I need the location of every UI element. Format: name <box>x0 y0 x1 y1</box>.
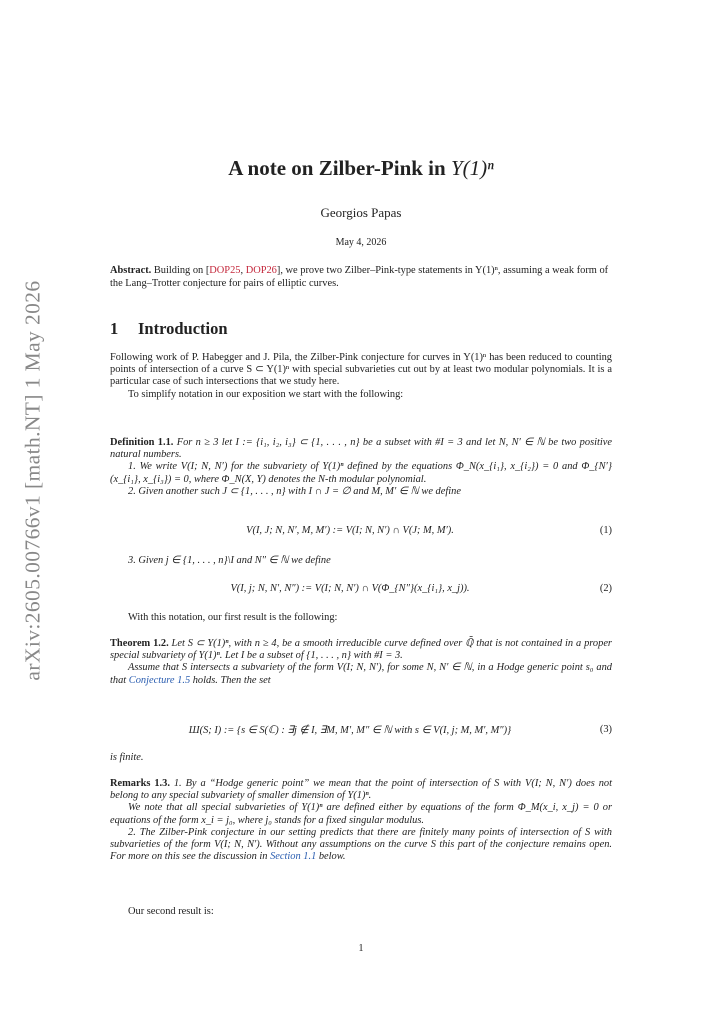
section-heading: 1 Introduction <box>110 319 228 338</box>
definition-item-3: 3. Given j ∈ {1, . . . , n}\I and N″ ∈ ℕ we define <box>128 555 331 566</box>
author: Georgios Papas <box>320 205 402 220</box>
transition-text: With this notation, our first result is the following: <box>128 612 338 623</box>
theorem-block: Theorem 1.2. Let S ⊂ Y(1)ⁿ, with n ≥ 4, be a smooth irreducible curve defined over ℚ̄ that is not contained in a proper special subvariety of Y(1)ⁿ. Let I be a subset of {1, . . . , n} with #I = 3. Assume that S intersects a subvariety of the form V(I; N, N′), for some N, N′ ∈ ℕ, in a Hodge generic point s₀ and that Conjecture 1.5 holds. Then the set <box>110 638 612 686</box>
citation-link[interactable]: DOP26 <box>245 265 277 276</box>
citation-link[interactable]: DOP25 <box>209 265 241 276</box>
intro-text: Following work of P. Habegger and J. Pila, the Zilber-Pink conjecture for curves in Y(1)ⁿ has been reduced to counting points of intersection of a curve S ⊂ Y(1)ⁿ with special subvarieties cut out by at least two modular polynomials. It is a particular case of such intersections that we study here. To simplify notation in our exposition we start with the following: <box>110 352 612 400</box>
theorem-conclusion: is finite. <box>110 752 144 763</box>
conjecture-link[interactable]: Conjecture 1.5 <box>128 674 191 686</box>
date: May 4, 2026 <box>335 237 387 248</box>
abstract: Abstract. Building on [DOP25, DOP26], we prove two Zilber–Pink-type statements in Y(1)ⁿ, assuming a weak form of the Lang–Trotter conjecture for pairs of elliptic curves. <box>110 265 609 289</box>
second-result-text: Our second result is: <box>128 906 214 917</box>
remarks-block: Remarks 1.3. 1. By a “Hodge generic point” we mean that the point of intersection of S with V(I; N, N′) does not belong to any special subvariety of smaller dimension of Y(1)ⁿ. We note that all special subvarieties of Y(1)ⁿ are defined either by equations of the form Φ_M(x_i, x_j) = 0 or equations of the form x_i = j₀, where j₀ stands for a fixed singular modulus. 2. The Zilber-Pink conjecture in our setting predicts that there are finitely many points of intersection of S with subvarieties of the form V(I; N, N′). Without any assumptions on the curve S this part of the conjecture remains open. For more on this see the discussion in Section 1.1 below. <box>110 778 612 863</box>
page-number: 1 <box>358 943 364 954</box>
arxiv-stamp: arXiv:2605.00766v1 [math.NT] 1 May 2026 <box>20 279 45 681</box>
section-link[interactable]: Section 1.1 <box>270 851 317 863</box>
paper-title: A note on Zilber-Pink in Y(1)ⁿ <box>228 156 494 180</box>
definition-block: Definition 1.1. For n ≥ 3 let I := {i₁, i₂, i₃} ⊂ {1, . . . , n} be a subset with #I = 3 and let N, N′ ∈ ℕ be two positive natural numbers. 1. We write V(I; N, N′) for the subvariety of Y(1)ⁿ defined by the equations Φ_N(x_{i₁}, x_{i₂}) = 0 and Φ_{N′}(x_{i₁}, x_{i₃}) = 0, where Φ_N(X, Y) denotes the N-th modular polynomial. 2. Given another such J ⊂ {1, . . . , n} with I ∩ J = ∅ and M, M′ ∈ ℕ we define <box>110 437 613 497</box>
